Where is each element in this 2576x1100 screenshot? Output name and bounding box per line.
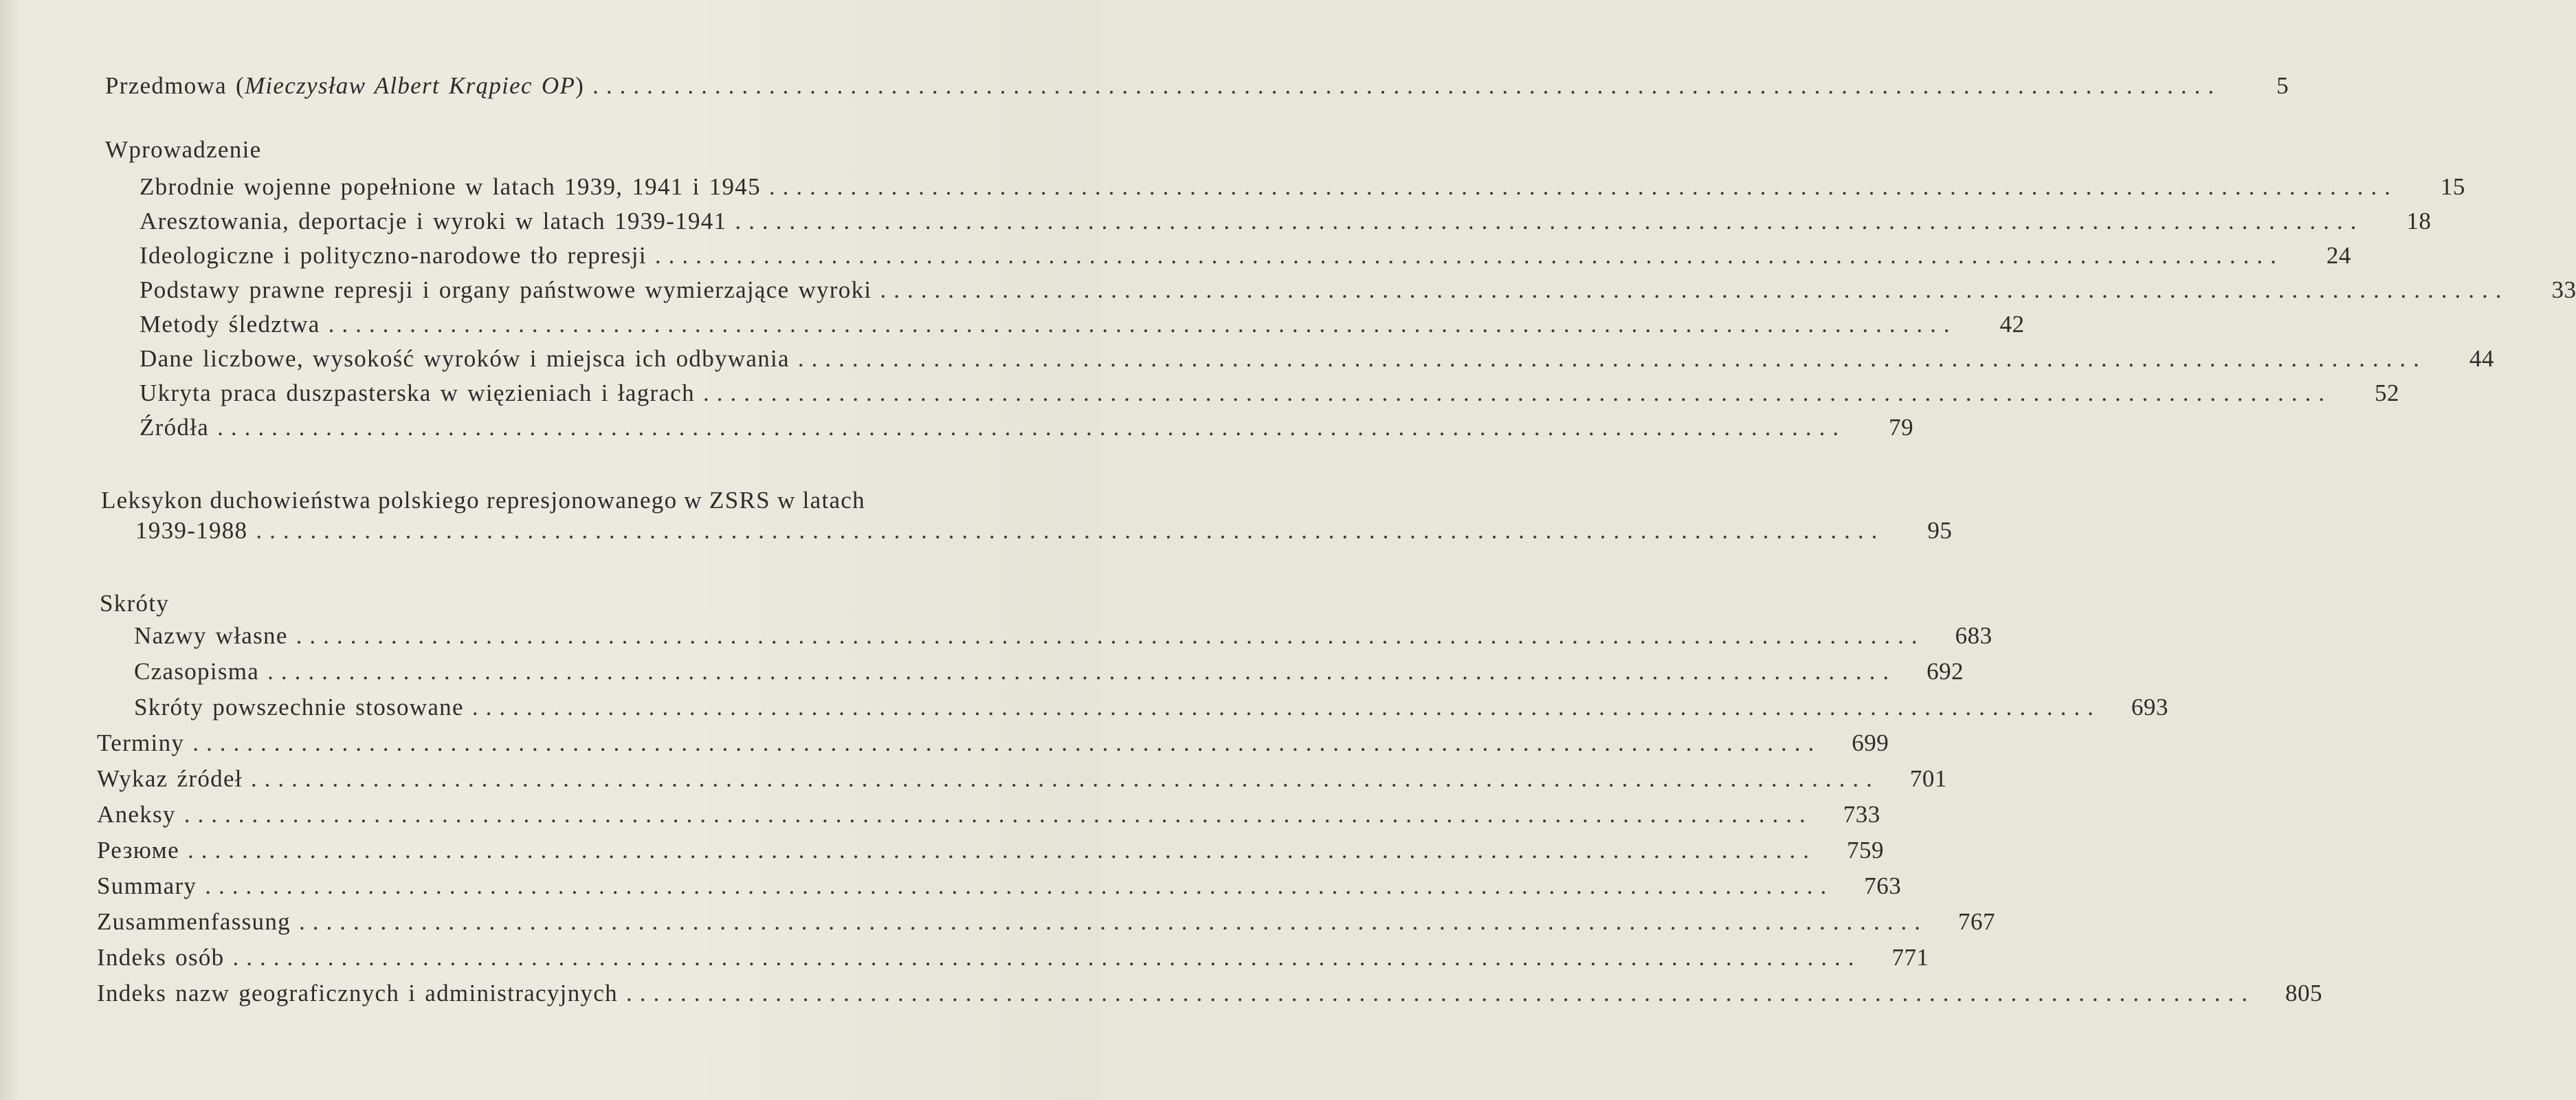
toc-entry-title: Wykaz źródeł (97, 765, 243, 792)
toc-entry-title: Ukryta praca duszpasterska w więzieniach i łagrach (140, 380, 695, 406)
toc-entry-page: 805 (2285, 980, 2322, 1006)
dot-leader: ........................................................................................................................ (205, 872, 1834, 899)
toc-entry-page: 42 (1999, 311, 2025, 338)
toc-entry[interactable] (134, 658, 1964, 685)
dot-leader: ........................................................................................................................ (797, 345, 2427, 372)
toc-entry-page: 701 (1909, 765, 1947, 792)
toc-entry[interactable] (97, 837, 1884, 864)
toc-entry[interactable] (140, 242, 2351, 270)
toc-entry-title: Zbrodnie wojenne popełnione w latach 1939, 1941 i 1945 (140, 173, 761, 200)
toc-entry[interactable] (134, 622, 1992, 650)
toc-entry-page: 759 (1846, 837, 1884, 864)
toc-entry[interactable] (97, 944, 1929, 971)
toc-entry[interactable] (134, 694, 2168, 721)
dot-leader: ........................................................................................................................ (250, 765, 1880, 792)
section-heading-abbreviations: Skróty (100, 590, 170, 617)
toc-entry-lexicon-line1[interactable]: Leksykon duchowieństwa polskiego represjonowanego w ZSRS w latach (101, 487, 865, 514)
toc-entry-page: 5 (2276, 72, 2289, 99)
toc-entry-page: 15 (2440, 173, 2465, 200)
toc-entry[interactable] (140, 380, 2399, 407)
toc-entry[interactable] (140, 173, 2465, 201)
toc-entry-page: 24 (2326, 242, 2351, 269)
dot-leader: ........................................................................................................................ (471, 694, 2101, 720)
toc-entry-title: 1939-1988 (135, 517, 248, 544)
toc-entry[interactable] (97, 908, 1995, 936)
toc-entry-page: 767 (1957, 908, 1995, 935)
dot-leader: ........................................................................................................................ (296, 622, 1925, 649)
toc-entry-title: Ideologiczne i polityczno-narodowe tło represji (140, 242, 647, 269)
toc-entry-page: 44 (2469, 345, 2494, 372)
dot-leader: ........................................................................................................................ (192, 729, 1822, 756)
toc-entry-title: Резюме (97, 837, 179, 864)
dot-leader: ........................................................................................................................ (880, 276, 2509, 303)
toc-entry[interactable] (97, 872, 1902, 900)
toc-entry-page: 763 (1864, 872, 1902, 899)
toc-entry-page: 692 (1927, 658, 1964, 685)
toc-entry-page: 52 (2374, 380, 2399, 406)
toc-entry[interactable] (140, 208, 2432, 235)
toc-entry[interactable] (97, 801, 1880, 828)
dot-leader: ........................................................................................................................ (267, 658, 1897, 685)
toc-entry-page: 733 (1843, 801, 1880, 828)
toc-entry[interactable] (97, 980, 2322, 1007)
toc-entry[interactable] (97, 729, 1889, 757)
dot-leader: ........................................................................................................................ (187, 837, 1817, 864)
dot-leader: ........................................................................................................................ (232, 944, 1862, 971)
dot-leader: ........................................................................................................................ (217, 414, 1847, 441)
toc-entry[interactable] (140, 276, 2576, 304)
dot-leader: ........................................................................................................................ (702, 380, 2332, 406)
dot-leader: ........................................................................................................................ (768, 173, 2398, 200)
toc-entry-page: 95 (1927, 517, 1953, 544)
toc-entry-title: Zusammenfassung (97, 908, 291, 935)
toc-entry-preface[interactable] (105, 72, 2289, 100)
toc-entry-lexicon[interactable] (135, 517, 1953, 544)
toc-entry[interactable] (140, 311, 2025, 338)
toc-entry-page: 693 (2131, 694, 2168, 720)
toc-entry[interactable] (140, 414, 1914, 441)
toc-entry-title: Metody śledztwa (140, 311, 320, 338)
toc-entry-title: Aneksy (97, 801, 176, 828)
toc-entry-title: Źródła (140, 414, 210, 441)
toc-entry[interactable] (140, 345, 2494, 373)
section-heading-introduction: Wprowadzenie (105, 136, 262, 163)
toc-entry-title: Summary (97, 872, 197, 899)
dot-leader: ........................................................................................................................ (256, 517, 1885, 544)
toc-entry-title: Indeks osób (97, 944, 225, 971)
toc-entry-title: Czasopisma (134, 658, 260, 685)
dot-leader: ........................................................................................................................ (184, 801, 1813, 828)
toc-entry-page: 771 (1891, 944, 1929, 971)
dot-leader: ........................................................................................................................ (735, 208, 2364, 234)
toc-entry-title: Dane liczbowe, wysokość wyroków i miejsca ich odbywania (140, 345, 790, 372)
toc-entry-title: Skróty powszechnie stosowane (134, 694, 464, 720)
toc-entry-title: Aresztowania, deportacje i wyroki w latach 1939-1941 (140, 208, 727, 234)
toc-entry-page: 683 (1955, 622, 1992, 649)
toc-entry-page: 33 (2551, 276, 2576, 303)
toc-entry-page: 79 (1889, 414, 1914, 441)
preface-author: Mieczysław Albert Krąpiec OP (244, 72, 576, 99)
toc-entry-title: Przedmowa (Mieczysław Albert Krąpiec OP) (105, 72, 585, 99)
toc-entry-title: Podstawy prawne represji i organy państwowe wymierzające wyroki (140, 276, 872, 303)
toc-entry-title: Nazwy własne (134, 622, 288, 649)
dot-leader: ........................................................................................................................ (328, 311, 1957, 338)
dot-leader: ........................................................................................................................ (625, 980, 2255, 1006)
toc-entry-title: Terminy (97, 729, 185, 756)
toc-entry-title: Indeks nazw geograficznych i administracyjnych (97, 980, 618, 1006)
toc-entry[interactable] (97, 765, 1947, 793)
dot-leader: ........................................................................................................................ (298, 908, 1928, 935)
toc-entry-page: 18 (2406, 208, 2432, 234)
dot-leader: ........................................................................................................................ (592, 72, 2222, 99)
toc-entry-page: 699 (1852, 729, 1889, 756)
dot-leader: ........................................................................................................................ (654, 242, 2284, 269)
